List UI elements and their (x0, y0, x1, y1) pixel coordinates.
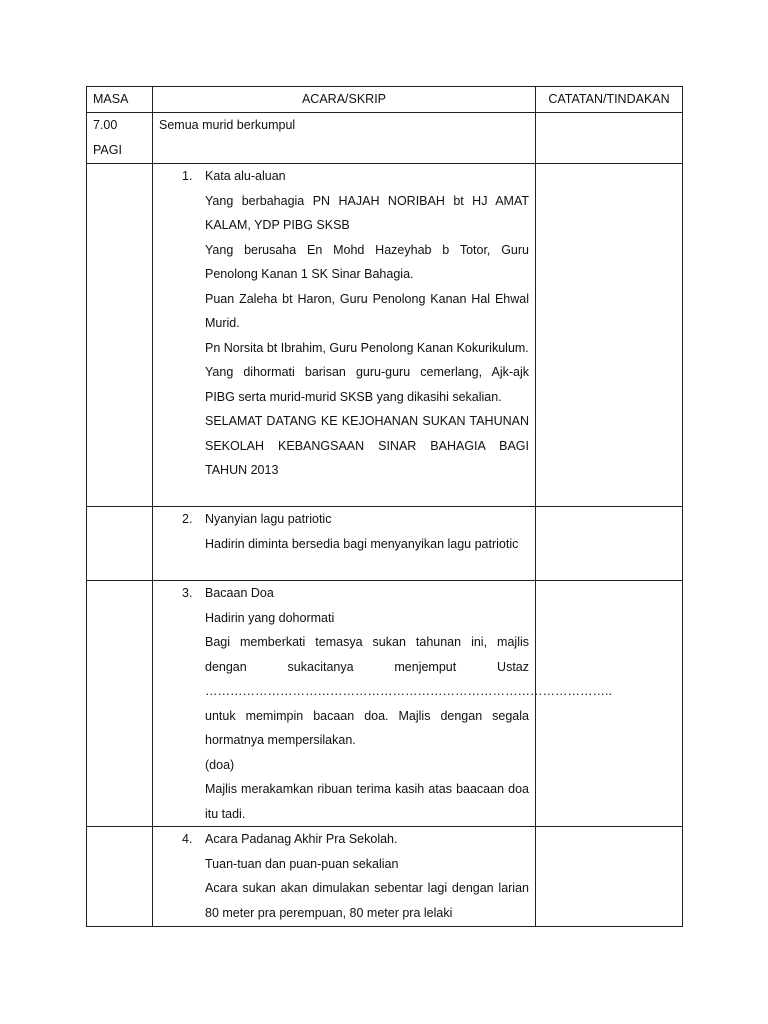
item-line: Yang dihormati barisan guru-guru cemerlang, Ajk-ajk PIBG serta murid-murid SKSB yang dikasihi sekalian. (205, 365, 529, 404)
notes-cell (536, 113, 683, 164)
program-cell (153, 113, 536, 164)
header-time: MASA (87, 87, 153, 113)
item-title: Kata alu-aluan (205, 169, 286, 183)
item-line: Hadirin diminta bersedia bagi menyanyikan lagu patriotic (205, 536, 519, 551)
notes-cell (536, 164, 683, 507)
item-line: untuk memimpin bacaan doa. Majlis dengan segala hormatnya mempersilakan. (205, 708, 529, 747)
program-title: Semua murid berkumpul (159, 118, 296, 132)
item-line: Tuan-tuan dan puan-puan sekalian (205, 856, 399, 871)
program-cell (153, 581, 612, 827)
notes-cell (536, 581, 683, 827)
item-title: Acara Padanag Akhir Pra Sekolah. (205, 832, 398, 846)
item-title: Nyanyian lagu patriotic (205, 512, 332, 526)
time-cell (87, 113, 153, 164)
notes-cell (536, 507, 683, 581)
program-cell (153, 827, 536, 927)
item-number: 3. (182, 586, 193, 600)
item-number: 4. (182, 832, 193, 846)
time-cell (87, 581, 153, 827)
time-period: PAGI (93, 142, 122, 157)
time-cell (87, 164, 153, 507)
item-line: Yang berusaha En Mohd Hazeyhab b Totor, Guru Penolong Kanan 1 SK Sinar Bahagia. (205, 242, 529, 281)
item-line: Bagi memberkati temasya sukan tahunan ini, majlis dengan sukacitanya menjemput Ustaz …………………………………………………………………………………….. (205, 635, 612, 698)
item-title: Bacaan Doa (205, 586, 274, 600)
program-item (159, 164, 529, 483)
notes-cell (536, 827, 683, 927)
item-number: 1. (182, 169, 193, 183)
header-program: ACARA/SKRIP (153, 87, 536, 113)
item-line: (doa) (205, 757, 235, 772)
item-line: Acara sukan akan dimulakan sebentar lagi dengan larian 80 meter pra perempuan, 80 meter pra lelaki (205, 881, 529, 920)
item-line: Pn Norsita bt Ibrahim, Guru Penolong Kanan Kokurikulum. (205, 340, 529, 355)
time-cell (87, 827, 153, 927)
program-item (159, 827, 529, 925)
table-row (87, 581, 683, 827)
program-script-table (86, 86, 683, 927)
item-line: SELAMAT DATANG KE KEJOHANAN SUKAN TAHUNAN SEKOLAH KEBANGSAAN SINAR BAHAGIA BAGI TAHUN 2013 (205, 414, 529, 477)
time-cell (87, 507, 153, 581)
program-item (159, 507, 529, 556)
program-item (159, 581, 612, 826)
item-line: Puan Zaleha bt Haron, Guru Penolong Kanan Hal Ehwal Murid. (205, 291, 529, 330)
table-row (87, 507, 683, 581)
header-notes: CATATAN/TINDAKAN (536, 87, 683, 113)
item-line: Hadirin yang dohormati (205, 610, 335, 625)
item-number: 2. (182, 512, 193, 526)
item-line: Yang berbahagia PN HAJAH NORIBAH bt HJ AMAT KALAM, YDP PIBG SKSB (205, 193, 529, 232)
item-line: Majlis merakamkan ribuan terima kasih atas baacaan doa itu tadi. (205, 782, 529, 821)
table-row (87, 164, 683, 507)
table-row (87, 827, 683, 927)
table-header-row (87, 87, 683, 113)
table-row (87, 113, 683, 164)
program-cell (153, 164, 536, 507)
program-cell (153, 507, 536, 581)
time-value: 7.00 (93, 118, 118, 132)
